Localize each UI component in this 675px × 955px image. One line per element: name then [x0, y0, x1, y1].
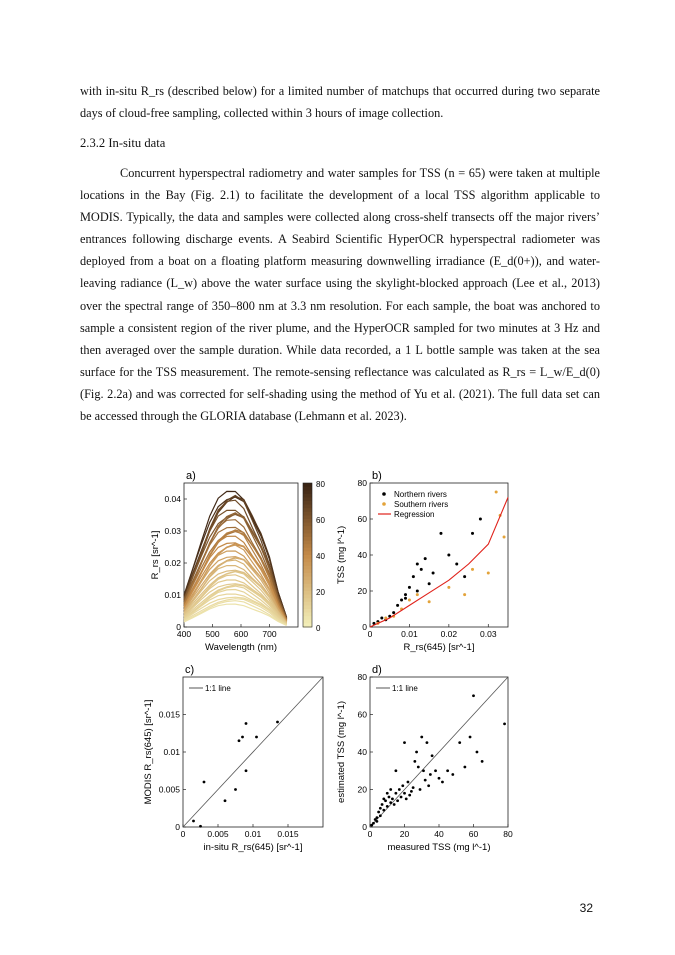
colorbar-segment	[303, 508, 312, 512]
matchup-point	[234, 788, 237, 791]
page-number: 32	[579, 901, 593, 915]
x-tick-label: 400	[176, 629, 192, 639]
matchup-point	[245, 769, 248, 772]
northern-point	[455, 563, 458, 566]
estimate-point	[403, 741, 406, 744]
x-axis-label: Wavelength (nm)	[205, 642, 277, 653]
colorbar-segment	[303, 562, 312, 566]
northern-point	[432, 572, 435, 575]
northern-point	[471, 532, 474, 535]
southern-point	[495, 491, 498, 494]
matchup-point	[203, 781, 206, 784]
panel-label: a)	[186, 470, 196, 482]
x-tick-label: 0.01	[401, 629, 418, 639]
estimate-point	[429, 773, 432, 776]
estimate-point	[438, 777, 441, 780]
estimate-point	[386, 792, 389, 795]
x-tick-label: 0.02	[440, 629, 458, 639]
y-tick-label: 0.01	[163, 747, 180, 757]
colorbar-segment	[303, 526, 312, 530]
northern-point	[380, 617, 383, 620]
northern-point	[420, 568, 423, 571]
estimate-point	[372, 822, 375, 825]
x-tick-label: 0.005	[207, 829, 229, 839]
colorbar-segment	[303, 483, 312, 487]
legend-southern-label: Southern rivers	[394, 500, 449, 509]
colorbar-tick-label: 20	[316, 588, 325, 597]
legend-line-label: 1:1 line	[205, 684, 231, 693]
southern-point	[408, 599, 411, 602]
y-tick-label: 40	[357, 550, 367, 560]
colorbar-segment	[303, 505, 312, 509]
northern-point	[479, 518, 482, 521]
y-tick-label: 60	[357, 709, 367, 720]
colorbar-segment	[303, 501, 312, 505]
estimate-point	[386, 805, 389, 808]
estimate-point	[481, 760, 484, 763]
y-tick-label: 0.03	[164, 526, 181, 536]
northern-point	[392, 611, 395, 614]
colorbar-segment	[303, 613, 312, 617]
y-tick-label: 0.04	[164, 494, 181, 504]
estimate-point	[415, 751, 418, 754]
estimate-point	[381, 803, 384, 806]
estimate-point	[469, 736, 472, 739]
colorbar-segment	[303, 595, 312, 599]
estimate-point	[424, 779, 427, 782]
estimate-point	[389, 788, 392, 791]
colorbar-segment	[303, 566, 312, 570]
colorbar-tick-label: 80	[316, 480, 325, 489]
northern-point	[400, 599, 403, 602]
southern-point	[463, 593, 466, 596]
colorbar-segment	[303, 605, 312, 609]
estimate-point	[458, 741, 461, 744]
estimate-point	[400, 796, 403, 799]
y-axis-label: R_rs [sr^-1]	[150, 530, 161, 580]
estimate-point	[382, 809, 385, 812]
estimate-point	[379, 814, 382, 817]
matchup-point	[245, 722, 248, 725]
estimate-point	[446, 769, 449, 772]
legend-southern-marker	[382, 502, 386, 506]
colorbar-segment	[303, 569, 312, 573]
colorbar-segment	[303, 555, 312, 559]
x-tick-label: 80	[503, 829, 513, 839]
colorbar-segment	[303, 573, 312, 577]
estimate-point	[401, 784, 404, 787]
matchup-point	[192, 820, 195, 823]
estimate-point	[405, 797, 408, 800]
x-tick-label: 0.01	[244, 829, 262, 839]
estimate-point	[463, 766, 466, 769]
estimate-point	[377, 811, 380, 814]
estimate-point	[422, 769, 425, 772]
y-tick-label: 40	[357, 747, 367, 757]
estimate-point	[394, 792, 397, 795]
x-axis-label: measured TSS (mg l^-1)	[387, 842, 491, 853]
southern-point	[487, 572, 490, 575]
estimate-point	[420, 736, 423, 739]
northern-point	[424, 557, 427, 560]
x-tick-label: 0	[180, 829, 186, 839]
estimate-point	[382, 797, 385, 800]
y-tick-label: 0.005	[158, 784, 180, 795]
estimate-point	[389, 801, 392, 804]
matchup-point	[276, 721, 279, 724]
matchup-point	[199, 825, 202, 828]
colorbar-segment	[303, 541, 312, 545]
y-axis-label: MODIS R_rs(645) [sr^-1]	[143, 699, 154, 805]
southern-point	[428, 600, 431, 603]
southern-point	[447, 586, 450, 589]
y-tick-label: 0	[175, 822, 180, 832]
x-tick-label: 20	[399, 829, 410, 839]
y-tick-label: 20	[357, 784, 367, 795]
southern-point	[416, 593, 419, 596]
x-tick-label: 40	[434, 829, 444, 839]
y-tick-label: 60	[357, 514, 367, 524]
northern-point	[416, 590, 419, 593]
y-tick-label: 80	[357, 672, 367, 682]
y-tick-label: 0.01	[164, 590, 181, 600]
y-tick-label: 0.015	[158, 709, 180, 720]
colorbar-segment	[303, 577, 312, 581]
southern-point	[471, 568, 474, 571]
estimate-point	[413, 760, 416, 763]
panel-label: d)	[372, 664, 382, 676]
y-tick-label: 0.02	[164, 558, 181, 568]
colorbar-segment	[303, 544, 312, 548]
northern-point	[447, 554, 450, 557]
y-tick-label: 0	[362, 622, 367, 632]
estimate-point	[376, 816, 379, 819]
estimate-point	[396, 799, 399, 802]
northern-point	[463, 575, 466, 578]
estimate-point	[426, 741, 429, 744]
colorbar-segment	[303, 537, 312, 541]
legend-northern-marker	[382, 492, 386, 496]
panel-label: b)	[372, 470, 382, 482]
colorbar-segment	[303, 519, 312, 523]
northern-point	[408, 586, 411, 589]
x-tick-label: 60	[468, 829, 479, 839]
northern-point	[439, 532, 442, 535]
colorbar-segment	[303, 580, 312, 584]
northern-point	[404, 593, 407, 596]
estimate-point	[379, 807, 382, 810]
estimate-point	[410, 790, 413, 793]
northern-point	[396, 604, 399, 607]
matchup-point	[238, 739, 241, 742]
estimate-point	[434, 769, 437, 772]
northern-point	[404, 597, 407, 600]
colorbar-segment	[303, 551, 312, 555]
y-axis-label: estimated TSS (mg l^-1)	[336, 701, 347, 803]
colorbar-segment	[303, 587, 312, 591]
x-axis-label: R_rs(645) [sr^-1]	[403, 642, 475, 653]
y-tick-label: 0	[362, 822, 367, 832]
colorbar-segment	[303, 487, 312, 491]
colorbar-segment	[303, 548, 312, 552]
legend-regression-label: Regression	[394, 510, 435, 519]
colorbar-segment	[303, 598, 312, 602]
northern-point	[412, 575, 415, 578]
x-tick-label: 500	[205, 629, 220, 639]
legend-northern-label: Northern rivers	[394, 490, 447, 499]
paragraph-top: with in-situ R_rs (described below) for a limited number of matchups that occurred during two separate days of cloud-free sampling, collected within 3 hours of image collection.	[80, 84, 600, 121]
colorbar-segment	[303, 616, 312, 620]
colorbar-segment	[303, 494, 312, 498]
estimate-point	[393, 803, 396, 806]
colorbar-segment	[303, 515, 312, 519]
estimate-point	[391, 797, 394, 800]
x-tick-label: 0	[367, 629, 373, 639]
colorbar-segment	[303, 533, 312, 537]
y-axis-label: TSS (mg l^-1)	[336, 525, 347, 585]
estimate-point	[476, 751, 479, 754]
colorbar-segment	[303, 559, 312, 563]
estimate-point	[412, 786, 415, 789]
panel-label: c)	[185, 664, 195, 676]
section-heading: 2.3.2 In-situ data	[80, 136, 166, 150]
y-tick-label: 20	[357, 586, 367, 596]
colorbar-segment	[303, 497, 312, 501]
estimate-point	[394, 769, 397, 772]
colorbar-tick-label: 0	[316, 624, 321, 633]
x-tick-label: 0.015	[277, 829, 299, 839]
estimate-point	[431, 754, 434, 757]
x-tick-label: 600	[233, 629, 249, 639]
southern-point	[503, 536, 506, 539]
colorbar-tick-label: 40	[316, 552, 325, 561]
estimate-point	[503, 722, 506, 725]
estimate-point	[472, 694, 475, 697]
estimate-point	[451, 773, 454, 776]
estimate-point	[419, 788, 422, 791]
northern-point	[416, 563, 419, 566]
x-tick-label: 700	[262, 629, 277, 639]
x-axis-label: in-situ R_rs(645) [sr^-1]	[203, 842, 303, 853]
colorbar-segment	[303, 591, 312, 595]
matchup-point	[241, 736, 244, 739]
estimate-point	[388, 796, 391, 799]
colorbar-segment	[303, 490, 312, 494]
colorbar-segment	[303, 523, 312, 527]
colorbar-segment	[303, 584, 312, 588]
legend-line-label: 1:1 line	[392, 684, 418, 693]
estimate-point	[441, 781, 444, 784]
estimate-point	[403, 792, 406, 795]
estimate-point	[427, 784, 430, 787]
colorbar-segment	[303, 602, 312, 606]
colorbar-segment	[303, 512, 312, 516]
x-tick-label: 0.03	[480, 629, 497, 639]
x-tick-label: 0	[367, 829, 373, 839]
estimate-point	[376, 820, 379, 823]
colorbar-tick-label: 60	[316, 516, 325, 525]
colorbar-segment	[303, 620, 312, 624]
estimate-point	[407, 781, 410, 784]
y-tick-label: 0	[176, 622, 181, 632]
colorbar-segment	[303, 530, 312, 534]
matchup-point	[224, 799, 227, 802]
matchup-point	[255, 736, 258, 739]
paragraph-main: Concurrent hyperspectral radiometry and water samples for TSS (n = 65) were taken at multiple locations in the Bay (Fig. 2.1) to facilitate the development of a local TSS algorithm applicable to MODIS. Typically, the data and samples were collected along cross-shelf transects off the major rivers’ entrances following discharge events. A Seabird Scientific HyperOCR hyperspectral radiometer was deployed from a boat on a floating platform measuring downwelling irradiance (E_d(0+)), and water-leaving radiance (L_w) above the water surface using the skylight-blocked approach (Lee et al., 2013) over the spectral range of 350–800 nm at 3.3 nm resolution. For each sample, the boat was anchored to sample a consistent region of the river plume, and the HyperOCR sampled for two minutes at 3 Hz and then averaged over the sample duration. While data recorded, a 1 L bottle sample was taken at the sea surface for the TSS measurement. The remote-sensing reflectance was calculated as R_rs = L_w/E_d(0) (Fig. 2.2a) and was corrected for self-shading using the method of Yu et al. (2021). The full data set can be accessed through the GLORIA database (Lehmann et al. 2023).	[80, 166, 600, 424]
y-tick-label: 80	[357, 478, 367, 488]
estimate-point	[417, 766, 420, 769]
colorbar-segment	[303, 609, 312, 613]
northern-point	[428, 582, 431, 585]
estimate-point	[408, 794, 411, 797]
estimate-point	[398, 788, 401, 791]
